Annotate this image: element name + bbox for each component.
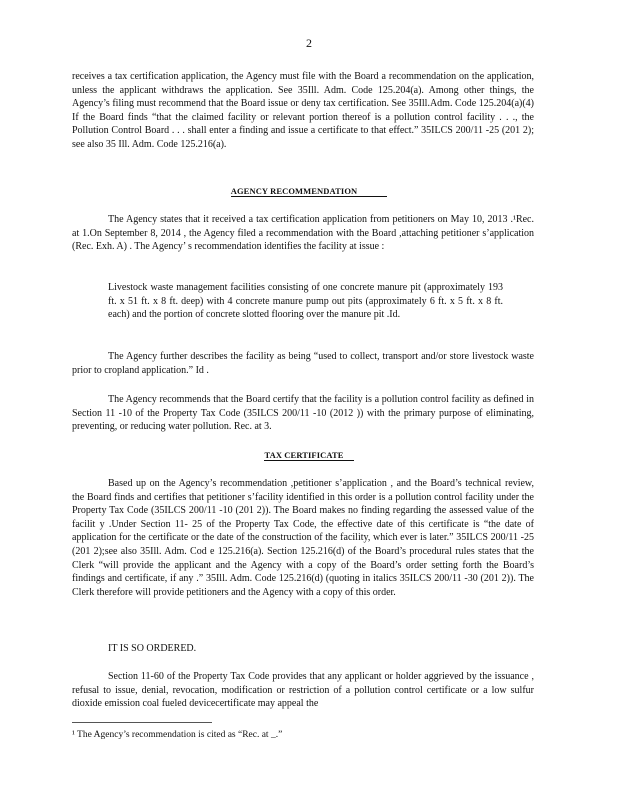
footnote: ¹ The Agency’s recommendation is cited as “Rec. at _.” (72, 730, 283, 740)
agency-paragraph-2: The Agency further describes the facility as being “used to collect, transport and/or store livestock waste prior to cropland application.” Id . (72, 351, 534, 376)
agency-paragraph-1: The Agency states that it received a tax certification application from petitioners on May 10, 2013 .¹Rec. at 1.On September 8, 2014 , the Agency filed a recommendation with the Board ,attaching petitioner s’application (Rec. Exh. A) . The Agency’ s recommendation identifies the facility at issue : (72, 214, 534, 253)
agency-paragraph-3: The Agency recommends that the Board certify that the facility is a pollution control facility as defined in Section 11 -10 of the Property Tax Code (35ILCS 200/11 -10 (2012 )) with the primary purpose of eliminating, preventing, or reducing water pollution. Rec. at 3. (72, 394, 534, 433)
intro-paragraph: receives a tax certification application, the Agency must file with the Board a recommendation on the application, unless the applicant withdraws the application. See 35Ill. Adm. Code 125.204(a). Among other things, the Agency’s filing must recommend that the Board issue or deny tax certification. See 35Ill.Adm. Code 125.204(a)(4) If the Board finds “that the claimed facility or relevant portion thereof is a pollution control facility . . ., the Pollution Control Board . . . shall enter a finding and issue a certificate to that effect.” 35ILCS 200/11 -25 (201 2); see also 35 Ill. Adm. Code 125.216(a). (72, 71, 534, 150)
so-ordered-line: IT IS SO ORDERED. (108, 643, 197, 654)
facility-block-quote: Livestock waste management facilities consisting of one concrete manure pit (approximately 193 ft. x 51 ft. x 8 ft. deep) with 4 concrete manure pump out pits (approximately 6 ft. x 5 ft. x 8 ft. each) and the portion of concrete slotted flooring over the manure pit .Id. (108, 282, 503, 321)
footnote-divider (72, 722, 212, 723)
page-number: 2 (306, 36, 312, 50)
tax-heading-text: TAX CERTIFICATE (264, 450, 353, 461)
appeal-paragraph: Section 11-60 of the Property Tax Code provides that any applicant or holder aggrieved by the issuance , refusal to issue, denial, revocation, modification or restriction of a pollution control certificate or a low sulfur dioxide emission coal fueled devicecertificate may appeal the (72, 671, 534, 710)
agency-heading-text: AGENCY RECOMMENDATION (231, 186, 388, 197)
agency-recommendation-heading (0, 186, 618, 196)
tax-certificate-paragraph: Based up on the Agency’s recommendation ,petitioner s’application , and the Board’s technical review, the Board finds and certifies that petitioner s’facility identified in this order is a pollution control facility under the Property Tax Code (35ILCS 200/11 -10 (201 2)). The Board makes no finding regarding the assessed value of the facilit y .Under Section 11- 25 of the Property Tax Code, the effective date of this certificate is “the date of application for the certificate or the date of the construction of the facility, which ever is later.” 35ILCS 200/11 -25 (201 2);see also 35Ill. Adm. Cod e 125.216(a). Section 125.216(d) of the Board’s procedural rules states that the Clerk “will provide the applicant and the Agency with a copy of the Board’s order setting forth the Board’s findings and certificate, if any .” 35Ill. Adm. Code 125.216(d) (quoting in italics 35ILCS 200/11 -30 (201 2)). The Clerk therefore will provide petitioners and the Agency with a copy of this order. (72, 478, 534, 598)
tax-certificate-heading (0, 450, 618, 460)
